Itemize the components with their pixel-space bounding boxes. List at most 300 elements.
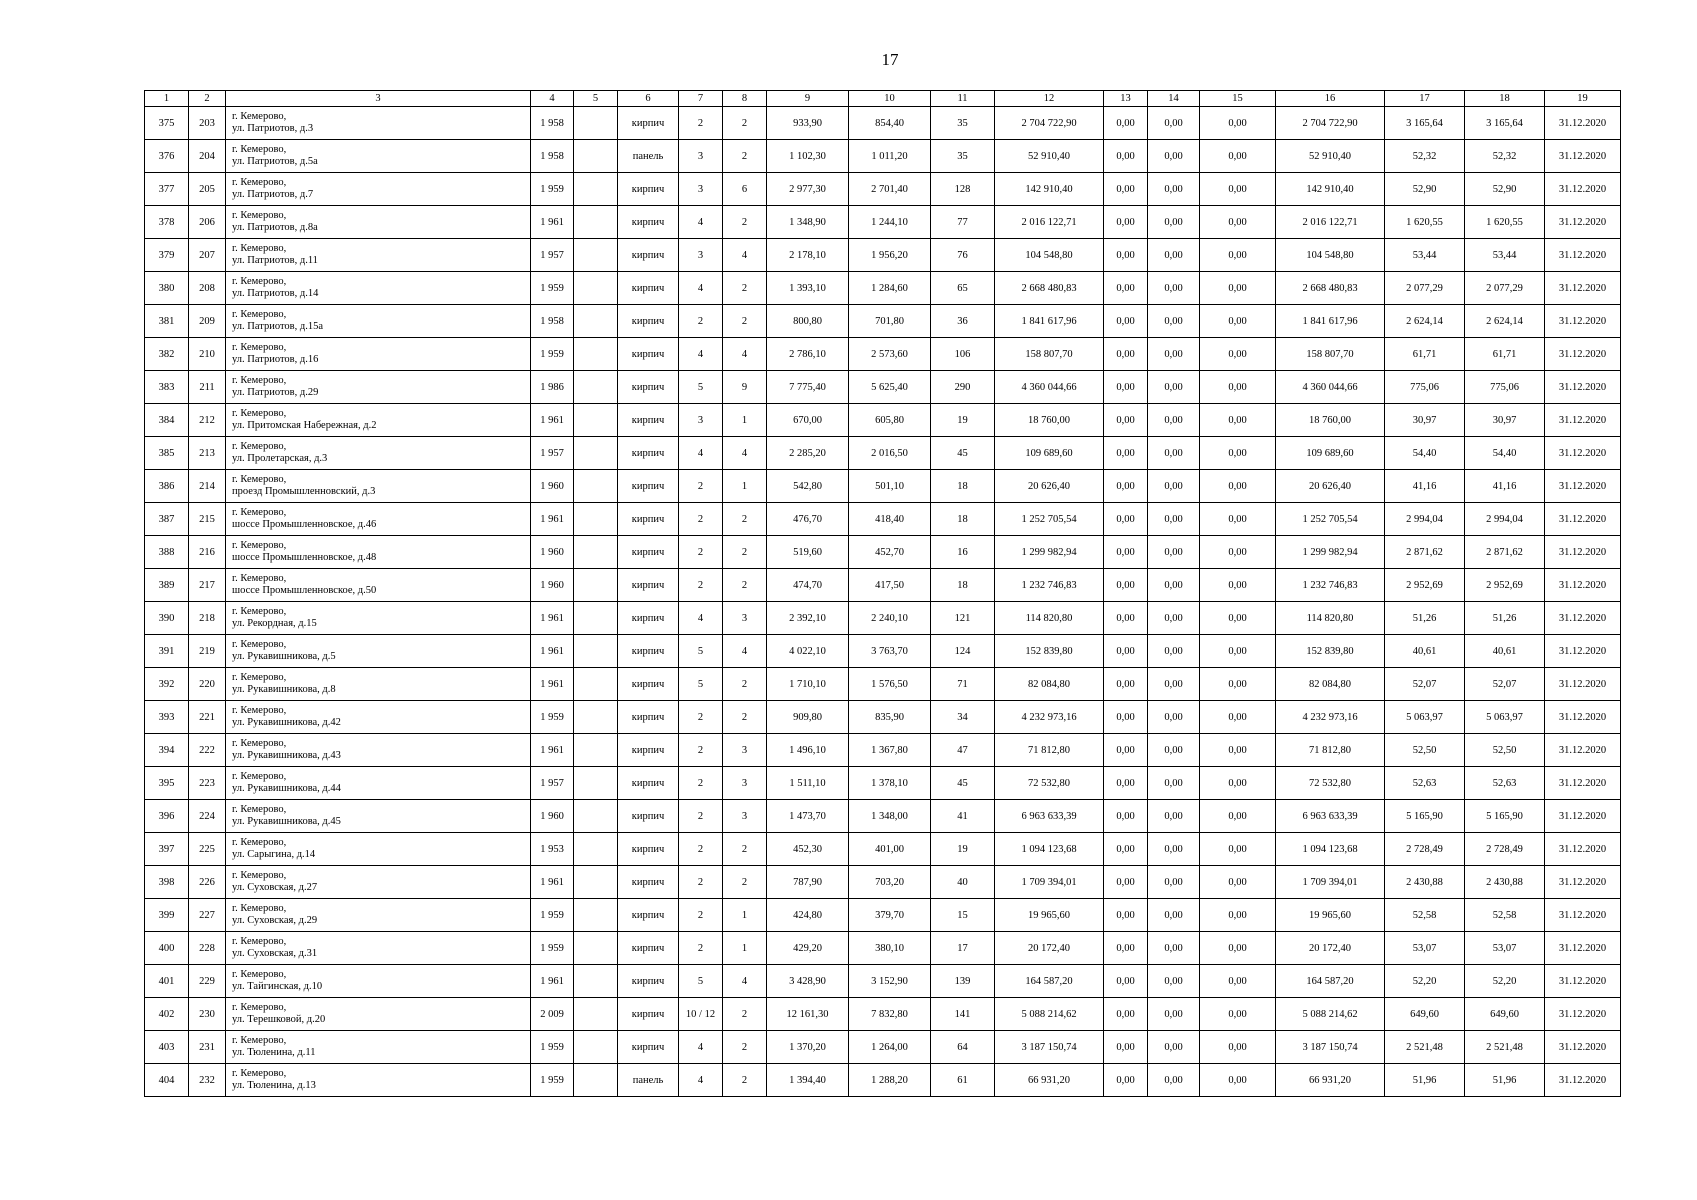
table-cell: 0,00: [1200, 833, 1276, 866]
table-cell: 51,26: [1465, 602, 1545, 635]
table-cell: кирпич: [618, 767, 679, 800]
table-cell: 385: [145, 437, 189, 470]
address-city: г. Кемерово,: [232, 342, 287, 353]
table-cell: 1 958: [531, 107, 574, 140]
table-row: [145, 701, 1621, 734]
table-cell: 933,90: [767, 107, 849, 140]
table-cell: 3: [723, 767, 767, 800]
table-cell: [574, 998, 618, 1031]
table-cell: 0,00: [1104, 206, 1148, 239]
table-cell: [574, 899, 618, 932]
table-cell: 2: [679, 569, 723, 602]
address-cell: [226, 1031, 531, 1064]
table-cell: 0,00: [1148, 1064, 1200, 1097]
table-cell: 1 957: [531, 437, 574, 470]
table-cell: 0,00: [1104, 305, 1148, 338]
table-cell: 219: [189, 635, 226, 668]
table-cell: 1 232 746,83: [1276, 569, 1385, 602]
table-cell: 391: [145, 635, 189, 668]
table-cell: 394: [145, 734, 189, 767]
table-cell: [574, 305, 618, 338]
table-cell: 0,00: [1148, 602, 1200, 635]
table-cell: 31.12.2020: [1545, 173, 1621, 206]
table-cell: [574, 107, 618, 140]
table-cell: 227: [189, 899, 226, 932]
table-cell: 0,00: [1200, 503, 1276, 536]
table-row: [145, 767, 1621, 800]
table-cell: 82 084,80: [1276, 668, 1385, 701]
table-cell: [574, 371, 618, 404]
table-cell: 605,80: [849, 404, 931, 437]
table-cell: 51,26: [1385, 602, 1465, 635]
table-cell: 0,00: [1104, 470, 1148, 503]
table-cell: 31.12.2020: [1545, 371, 1621, 404]
table-cell: 424,80: [767, 899, 849, 932]
table-row: [145, 239, 1621, 272]
table-cell: 0,00: [1200, 998, 1276, 1031]
table-cell: 40,61: [1385, 635, 1465, 668]
table-cell: 1 956,20: [849, 239, 931, 272]
table-cell: 2 009: [531, 998, 574, 1031]
address-street: ул. Притомская Набережная, д.2: [232, 420, 377, 431]
table-cell: [574, 569, 618, 602]
table-cell: 0,00: [1148, 899, 1200, 932]
address-city: г. Кемерово,: [232, 639, 287, 650]
table-cell: кирпич: [618, 635, 679, 668]
table-cell: 4: [723, 965, 767, 998]
table-cell: 1 709 394,01: [995, 866, 1104, 899]
address-city: г. Кемерово,: [232, 309, 287, 320]
table-cell: 384: [145, 404, 189, 437]
address-street: ул. Патриотов, д.16: [232, 354, 319, 365]
table-cell: 1: [723, 404, 767, 437]
table-cell: кирпич: [618, 602, 679, 635]
table-cell: 1 959: [531, 899, 574, 932]
table-row: [145, 437, 1621, 470]
table-cell: кирпич: [618, 899, 679, 932]
table-cell: 20 172,40: [995, 932, 1104, 965]
table-cell: 47: [931, 734, 995, 767]
table-cell: 2 728,49: [1385, 833, 1465, 866]
table-cell: [574, 536, 618, 569]
table-cell: кирпич: [618, 800, 679, 833]
table-cell: 396: [145, 800, 189, 833]
table-cell: [574, 866, 618, 899]
table-cell: 542,80: [767, 470, 849, 503]
table-cell: 31.12.2020: [1545, 536, 1621, 569]
table-row: [145, 668, 1621, 701]
table-cell: 230: [189, 998, 226, 1031]
table-cell: кирпич: [618, 668, 679, 701]
table-cell: панель: [618, 140, 679, 173]
table-cell: 0,00: [1148, 239, 1200, 272]
address-cell: [226, 734, 531, 767]
table-cell: 31.12.2020: [1545, 437, 1621, 470]
table-cell: 40,61: [1465, 635, 1545, 668]
table-cell: 1 961: [531, 965, 574, 998]
table-cell: 207: [189, 239, 226, 272]
table-cell: 2 701,40: [849, 173, 931, 206]
table-cell: 0,00: [1200, 272, 1276, 305]
table-cell: 71 812,80: [995, 734, 1104, 767]
column-header: 1: [145, 91, 189, 107]
table-cell: 0,00: [1200, 800, 1276, 833]
table-cell: 376: [145, 140, 189, 173]
table-cell: 128: [931, 173, 995, 206]
table-cell: 0,00: [1200, 1064, 1276, 1097]
table-cell: 1 264,00: [849, 1031, 931, 1064]
table-cell: 0,00: [1148, 932, 1200, 965]
table-cell: 109 689,60: [1276, 437, 1385, 470]
table-cell: 2: [679, 767, 723, 800]
column-header: 6: [618, 91, 679, 107]
address-city: г. Кемерово,: [232, 672, 287, 683]
table-cell: 40: [931, 866, 995, 899]
table-cell: 3 187 150,74: [995, 1031, 1104, 1064]
table-cell: 649,60: [1385, 998, 1465, 1031]
table-cell: 1 252 705,54: [995, 503, 1104, 536]
table-cell: 222: [189, 734, 226, 767]
table-cell: 854,40: [849, 107, 931, 140]
table-cell: 2: [723, 701, 767, 734]
table-cell: 31.12.2020: [1545, 1031, 1621, 1064]
table-cell: 0,00: [1104, 239, 1148, 272]
table-cell: 0,00: [1104, 503, 1148, 536]
table-cell: 1 960: [531, 569, 574, 602]
table-cell: 66 931,20: [995, 1064, 1104, 1097]
table-cell: 1 620,55: [1385, 206, 1465, 239]
address-cell: [226, 569, 531, 602]
table-cell: 4 232 973,16: [995, 701, 1104, 734]
table-cell: 53,44: [1385, 239, 1465, 272]
table-cell: 1 961: [531, 503, 574, 536]
table-cell: 393: [145, 701, 189, 734]
table-cell: кирпич: [618, 107, 679, 140]
column-header: 12: [995, 91, 1104, 107]
table-cell: 34: [931, 701, 995, 734]
table-cell: [574, 503, 618, 536]
table-cell: 152 839,80: [1276, 635, 1385, 668]
table-cell: 2: [679, 107, 723, 140]
table-cell: 0,00: [1148, 767, 1200, 800]
table-cell: 20 626,40: [995, 470, 1104, 503]
table-cell: 0,00: [1104, 668, 1148, 701]
table-cell: 218: [189, 602, 226, 635]
address-cell: [226, 173, 531, 206]
table-cell: 19: [931, 833, 995, 866]
column-header: 13: [1104, 91, 1148, 107]
table-cell: 404: [145, 1064, 189, 1097]
table-cell: 0,00: [1200, 338, 1276, 371]
table-cell: 1 378,10: [849, 767, 931, 800]
table-cell: 0,00: [1148, 404, 1200, 437]
table-cell: 31.12.2020: [1545, 668, 1621, 701]
table-cell: 7 775,40: [767, 371, 849, 404]
table-cell: 19 965,60: [995, 899, 1104, 932]
table-row: [145, 206, 1621, 239]
table-cell: 1 709 394,01: [1276, 866, 1385, 899]
table-cell: 220: [189, 668, 226, 701]
table-cell: 1 094 123,68: [995, 833, 1104, 866]
table-cell: 2 728,49: [1465, 833, 1545, 866]
table-cell: 0,00: [1148, 206, 1200, 239]
table-cell: [574, 1031, 618, 1064]
table-cell: 225: [189, 833, 226, 866]
table-cell: 2: [723, 272, 767, 305]
table-cell: 0,00: [1104, 602, 1148, 635]
table-cell: 1 961: [531, 404, 574, 437]
table-cell: 9: [723, 371, 767, 404]
address-city: г. Кемерово,: [232, 606, 287, 617]
table-row: [145, 338, 1621, 371]
table-cell: 2: [679, 701, 723, 734]
table-cell: 31.12.2020: [1545, 1064, 1621, 1097]
table-cell: 0,00: [1200, 1031, 1276, 1064]
table-cell: 2 077,29: [1385, 272, 1465, 305]
table-cell: 0,00: [1104, 899, 1148, 932]
table-cell: 52,58: [1385, 899, 1465, 932]
table-cell: 5 063,97: [1385, 701, 1465, 734]
table-cell: кирпич: [618, 272, 679, 305]
table-cell: 2 786,10: [767, 338, 849, 371]
column-header: 19: [1545, 91, 1621, 107]
table-row: [145, 173, 1621, 206]
table-cell: 1 961: [531, 602, 574, 635]
table-cell: 417,50: [849, 569, 931, 602]
table-cell: 3 428,90: [767, 965, 849, 998]
address-city: г. Кемерово,: [232, 507, 287, 518]
address-city: г. Кемерово,: [232, 1002, 287, 1013]
table-cell: 51,96: [1465, 1064, 1545, 1097]
table-row: [145, 932, 1621, 965]
address-city: г. Кемерово,: [232, 837, 287, 848]
table-cell: 2 573,60: [849, 338, 931, 371]
table-cell: кирпич: [618, 965, 679, 998]
address-street: ул. Рукавишникова, д.44: [232, 783, 341, 794]
table-cell: 164 587,20: [995, 965, 1104, 998]
table-cell: 2 668 480,83: [995, 272, 1104, 305]
table-cell: 377: [145, 173, 189, 206]
table-cell: 1 102,30: [767, 140, 849, 173]
table-cell: 52,50: [1385, 734, 1465, 767]
table-cell: 203: [189, 107, 226, 140]
table-cell: 0,00: [1148, 965, 1200, 998]
table-cell: кирпич: [618, 503, 679, 536]
table-cell: 31.12.2020: [1545, 833, 1621, 866]
table-cell: 0,00: [1148, 272, 1200, 305]
address-city: г. Кемерово,: [232, 870, 287, 881]
table-cell: 82 084,80: [995, 668, 1104, 701]
table-cell: 0,00: [1148, 503, 1200, 536]
table-cell: 2: [723, 305, 767, 338]
address-city: г. Кемерово,: [232, 771, 287, 782]
table-row: [145, 602, 1621, 635]
table-cell: 1 299 982,94: [995, 536, 1104, 569]
housing-table: [144, 90, 1621, 1097]
table-cell: 2 430,88: [1465, 866, 1545, 899]
table-cell: 0,00: [1200, 635, 1276, 668]
address-city: г. Кемерово,: [232, 540, 287, 551]
table-cell: 72 532,80: [995, 767, 1104, 800]
address-cell: [226, 767, 531, 800]
table-cell: 5: [679, 668, 723, 701]
address-street: ул. Рукавишникова, д.45: [232, 816, 341, 827]
table-cell: 31.12.2020: [1545, 899, 1621, 932]
address-street: ул. Патриотов, д.11: [232, 255, 318, 266]
table-cell: 209: [189, 305, 226, 338]
table-cell: 2 977,30: [767, 173, 849, 206]
table-cell: кирпич: [618, 734, 679, 767]
table-cell: 383: [145, 371, 189, 404]
table-cell: 387: [145, 503, 189, 536]
table-cell: 18 760,00: [1276, 404, 1385, 437]
table-cell: 379,70: [849, 899, 931, 932]
table-cell: 31.12.2020: [1545, 239, 1621, 272]
table-row: [145, 272, 1621, 305]
table-cell: 71: [931, 668, 995, 701]
table-cell: 0,00: [1104, 767, 1148, 800]
table-cell: 3: [679, 404, 723, 437]
column-header: 4: [531, 91, 574, 107]
table-cell: 16: [931, 536, 995, 569]
table-row: [145, 833, 1621, 866]
address-cell: [226, 866, 531, 899]
table-cell: 2: [723, 140, 767, 173]
table-cell: кирпич: [618, 701, 679, 734]
table-cell: [574, 800, 618, 833]
table-cell: 35: [931, 107, 995, 140]
address-street: ул. Рекордная, д.15: [232, 618, 317, 629]
table-cell: 41,16: [1465, 470, 1545, 503]
table-cell: 398: [145, 866, 189, 899]
table-cell: 2 704 722,90: [995, 107, 1104, 140]
table-cell: 0,00: [1200, 932, 1276, 965]
address-cell: [226, 932, 531, 965]
table-cell: 1 473,70: [767, 800, 849, 833]
table-cell: 0,00: [1200, 305, 1276, 338]
table-cell: 0,00: [1148, 140, 1200, 173]
table-cell: 15: [931, 899, 995, 932]
table-cell: [574, 140, 618, 173]
table-cell: 2 994,04: [1465, 503, 1545, 536]
address-city: г. Кемерово,: [232, 573, 287, 584]
table-cell: 61,71: [1465, 338, 1545, 371]
table-cell: 31.12.2020: [1545, 701, 1621, 734]
table-cell: 0,00: [1148, 173, 1200, 206]
table-cell: 0,00: [1104, 107, 1148, 140]
table-cell: 0,00: [1148, 635, 1200, 668]
table-cell: 0,00: [1200, 536, 1276, 569]
table-cell: 0,00: [1104, 1031, 1148, 1064]
table-cell: 381: [145, 305, 189, 338]
table-cell: 909,80: [767, 701, 849, 734]
table-cell: 1 959: [531, 272, 574, 305]
table-cell: 1 011,20: [849, 140, 931, 173]
address-city: г. Кемерово,: [232, 903, 287, 914]
address-city: г. Кемерово,: [232, 738, 287, 749]
table-cell: 221: [189, 701, 226, 734]
table-cell: 1 299 982,94: [1276, 536, 1385, 569]
table-cell: 36: [931, 305, 995, 338]
table-cell: [574, 602, 618, 635]
table-cell: 2: [723, 668, 767, 701]
table-cell: 0,00: [1104, 1064, 1148, 1097]
table-cell: 0,00: [1104, 965, 1148, 998]
table-cell: 2: [723, 1031, 767, 1064]
table-cell: 2: [723, 866, 767, 899]
table-cell: 5 625,40: [849, 371, 931, 404]
table-cell: 1 960: [531, 536, 574, 569]
table-cell: 1 244,10: [849, 206, 931, 239]
table-cell: 0,00: [1148, 107, 1200, 140]
table-cell: 3: [723, 734, 767, 767]
table-row: [145, 107, 1621, 140]
address-street: ул. Тайгинская, д.10: [232, 981, 323, 992]
table-cell: 670,00: [767, 404, 849, 437]
table-cell: 31.12.2020: [1545, 338, 1621, 371]
table-cell: 0,00: [1200, 239, 1276, 272]
table-cell: 0,00: [1104, 338, 1148, 371]
table-cell: 3 152,90: [849, 965, 931, 998]
table-cell: 41,16: [1385, 470, 1465, 503]
table-cell: 2 016 122,71: [995, 206, 1104, 239]
table-cell: 213: [189, 437, 226, 470]
table-cell: 378: [145, 206, 189, 239]
column-header: 11: [931, 91, 995, 107]
table-cell: 1 841 617,96: [1276, 305, 1385, 338]
table-row: [145, 140, 1621, 173]
address-city: г. Кемерово,: [232, 804, 287, 815]
table-cell: 0,00: [1104, 635, 1148, 668]
table-cell: 6 963 633,39: [1276, 800, 1385, 833]
table-cell: 1 284,60: [849, 272, 931, 305]
table-cell: 0,00: [1104, 800, 1148, 833]
table-cell: 0,00: [1200, 734, 1276, 767]
table-cell: 2: [679, 899, 723, 932]
table-cell: 158 807,70: [1276, 338, 1385, 371]
table-cell: 3: [723, 602, 767, 635]
table-cell: 0,00: [1104, 173, 1148, 206]
table-cell: 0,00: [1148, 668, 1200, 701]
table-cell: 1 959: [531, 338, 574, 371]
table-cell: 2 952,69: [1465, 569, 1545, 602]
table-cell: 3: [723, 800, 767, 833]
address-street: шоссе Промышленновское, д.46: [232, 519, 377, 530]
table-cell: кирпич: [618, 404, 679, 437]
address-street: ул. Патриотов, д.3: [232, 123, 314, 134]
address-cell: [226, 833, 531, 866]
table-cell: 389: [145, 569, 189, 602]
address-street: проезд Промышленновский, д.3: [232, 486, 376, 497]
table-cell: 215: [189, 503, 226, 536]
table-cell: 701,80: [849, 305, 931, 338]
table-cell: 800,80: [767, 305, 849, 338]
table-cell: 0,00: [1148, 536, 1200, 569]
table-cell: 18: [931, 503, 995, 536]
page-number: 17: [881, 50, 899, 69]
table-cell: 1 961: [531, 206, 574, 239]
table-cell: 229: [189, 965, 226, 998]
table-cell: 5 165,90: [1465, 800, 1545, 833]
table-cell: 1 960: [531, 470, 574, 503]
table-cell: 104 548,80: [995, 239, 1104, 272]
table-cell: 31.12.2020: [1545, 866, 1621, 899]
table-cell: 2 871,62: [1385, 536, 1465, 569]
table-cell: 231: [189, 1031, 226, 1064]
table-cell: 388: [145, 536, 189, 569]
table-cell: 0,00: [1148, 833, 1200, 866]
table-cell: 204: [189, 140, 226, 173]
